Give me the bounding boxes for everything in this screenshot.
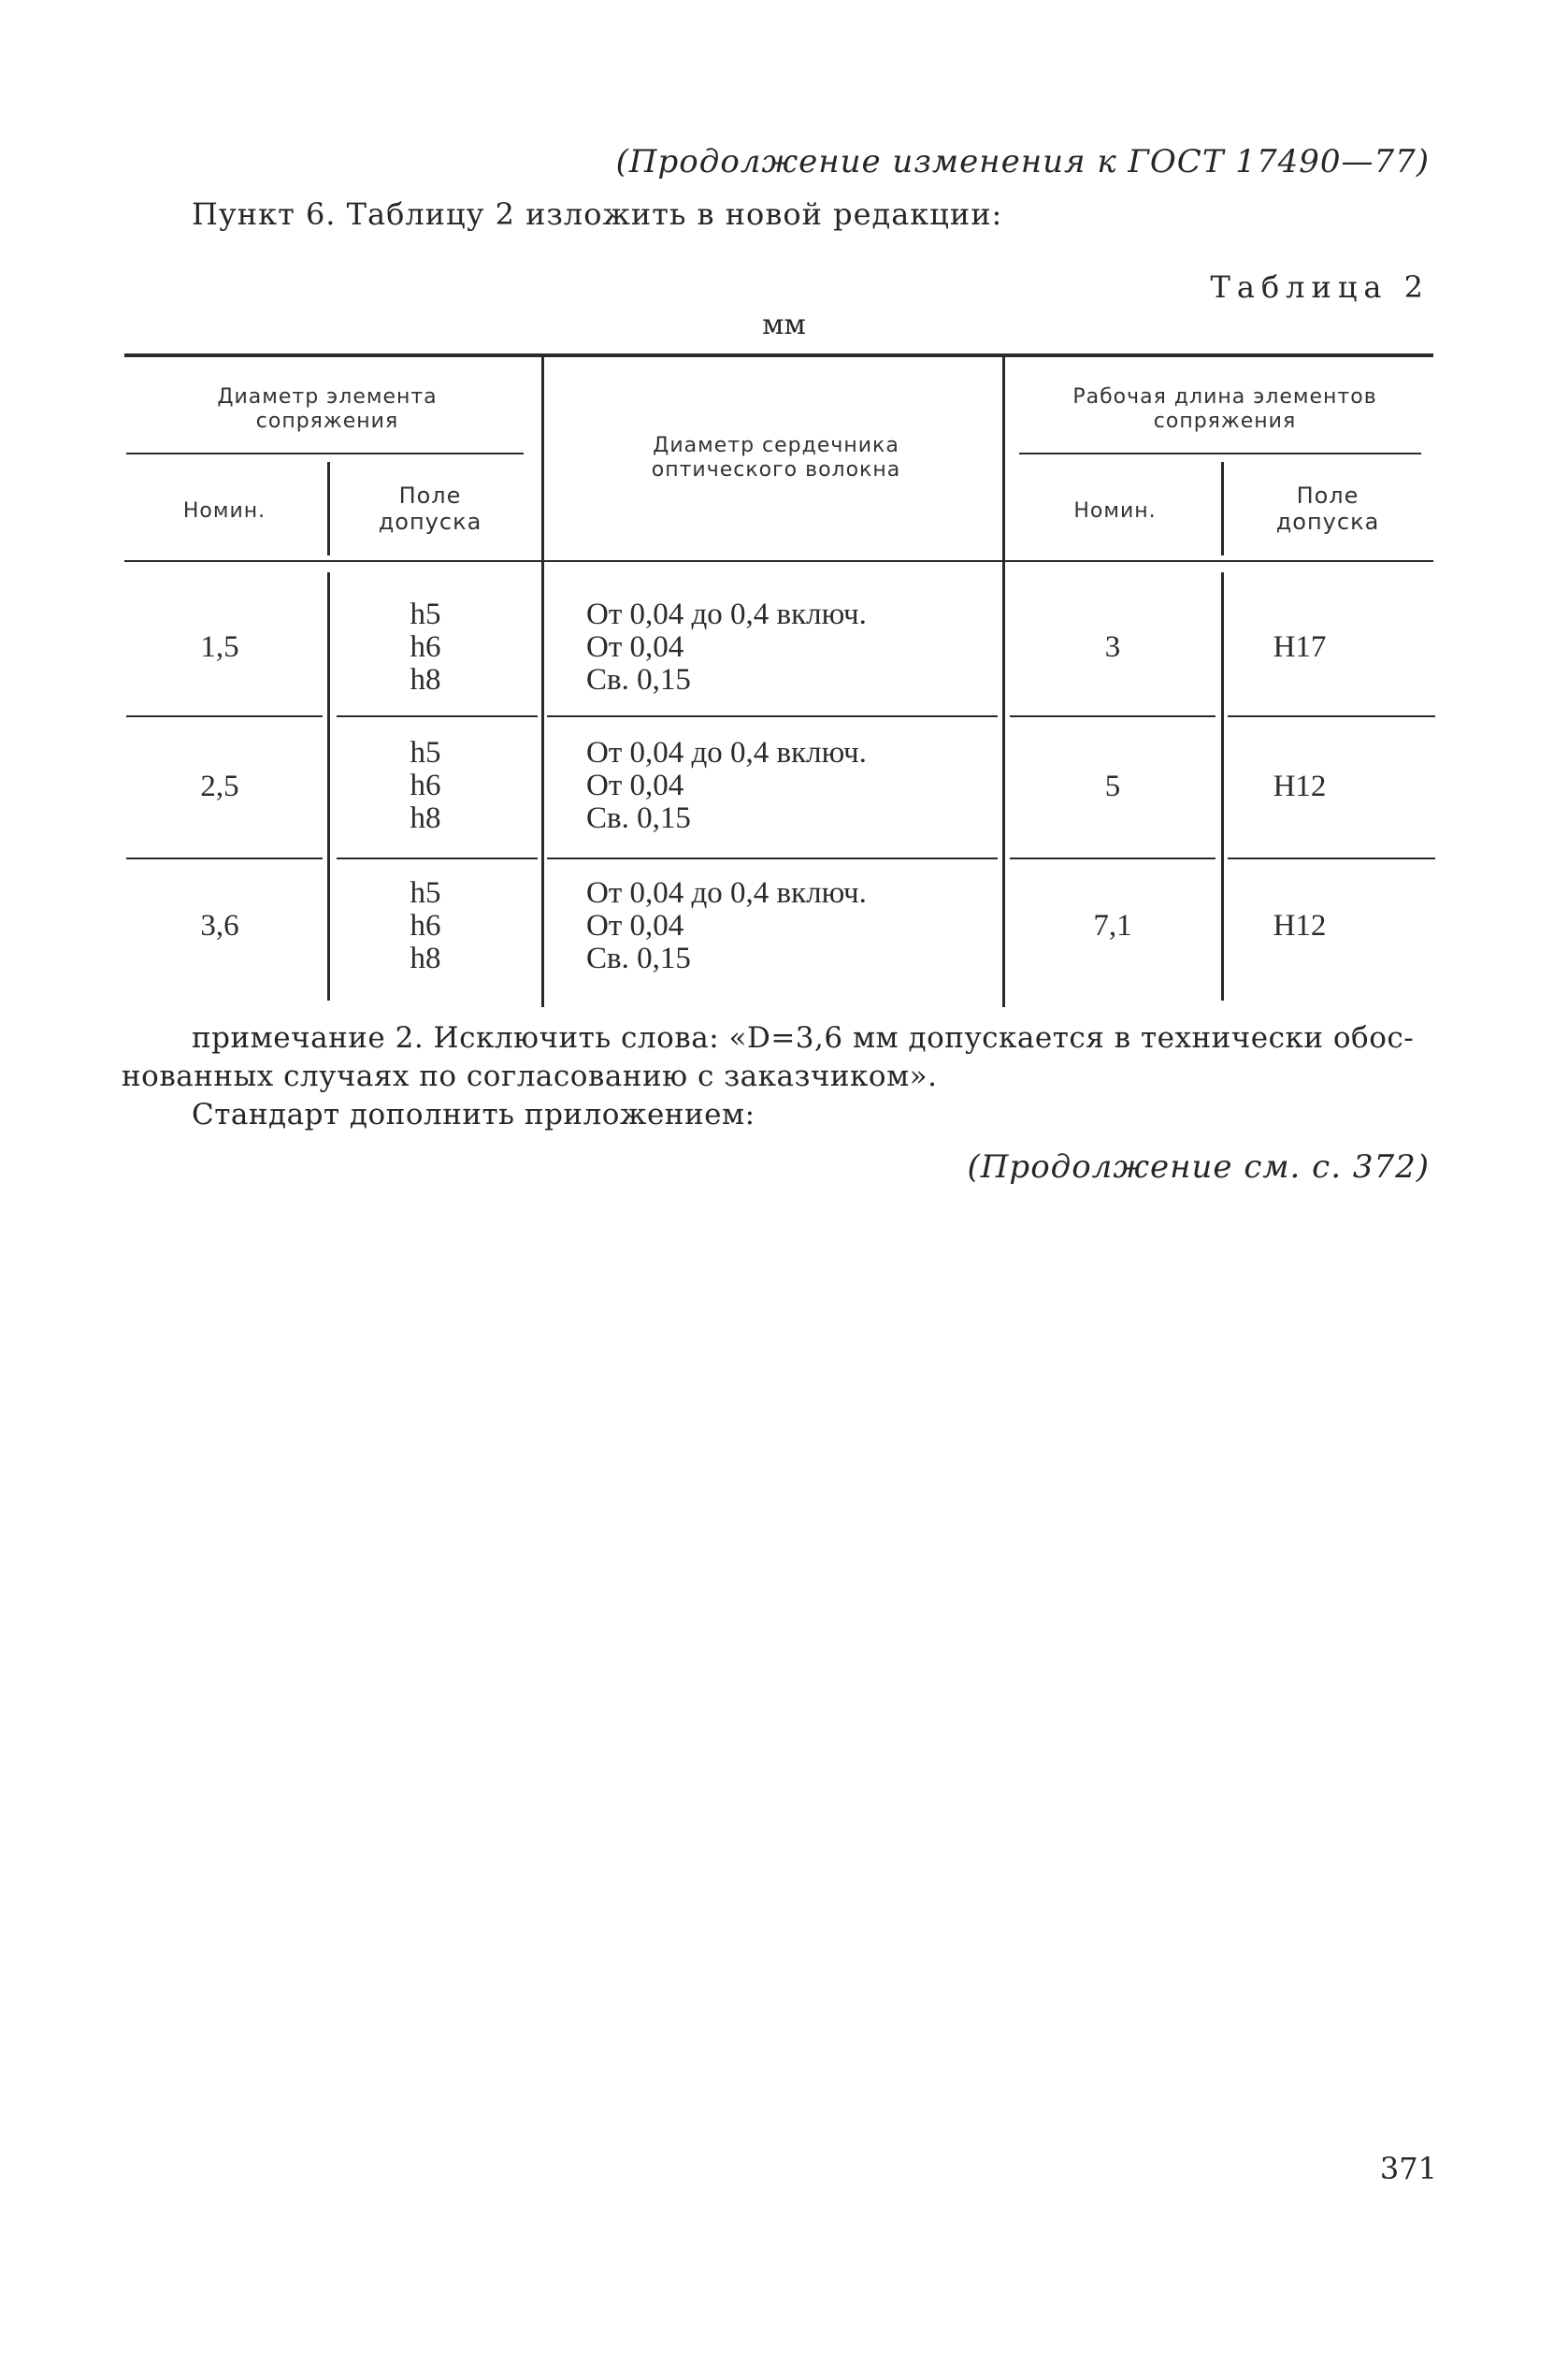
row-1-nominal: 1,5 <box>200 630 239 664</box>
table-title: Таблица 2 <box>1210 269 1430 305</box>
row-3-core-1: От 0,04 до 0,4 включ. <box>586 876 867 910</box>
table-units: мм <box>762 309 806 341</box>
continued-footer: (Продолжение см. с. 372) <box>967 1148 1430 1186</box>
col-divider-1 <box>327 462 330 555</box>
note-line-2: нованных случаях по согласованию с заказчиком». <box>122 1059 938 1093</box>
header-group1: Диаметр элемента сопряжения <box>217 385 438 433</box>
row-sep-2a <box>126 858 323 859</box>
row-3-tolerances <box>355 877 496 975</box>
page-number: 371 <box>1379 2151 1437 2186</box>
row-3-core <box>586 877 988 975</box>
row-2-length-nominal: 5 <box>1104 770 1121 803</box>
row-sep-2e <box>1228 858 1435 859</box>
continuation-header: (Продолжение изменения к ГОСТ 17490—77) <box>615 143 1430 180</box>
row-3-tolerance-1: h5 <box>410 876 441 910</box>
row-3-length-tolerance: H12 <box>1273 909 1327 943</box>
row-3-tolerance-3: h8 <box>410 942 441 975</box>
row-sep-2b <box>337 858 538 859</box>
row-2-tolerance-3: h8 <box>410 801 441 835</box>
row-1-length-tolerance: H17 <box>1273 630 1327 664</box>
group2-divider <box>1019 453 1421 454</box>
row-2-length-tolerance: H12 <box>1273 770 1327 803</box>
row-1-tolerance-2: h6 <box>410 630 441 664</box>
supplement-line: Стандарт дополнить приложением: <box>192 1098 755 1132</box>
row-2-core-2: От 0,04 <box>586 769 684 802</box>
row-sep-1b <box>337 715 538 717</box>
row-1-tolerance-3: h8 <box>410 663 441 697</box>
row-sep-1a <box>126 715 323 717</box>
row-2-tolerance-1: h5 <box>410 736 441 770</box>
row-3-tolerance-2: h6 <box>410 909 441 943</box>
row-sep-2c <box>547 858 998 859</box>
col-divider-1-body <box>327 572 330 1001</box>
row-1-core-3: Св. 0,15 <box>586 663 691 697</box>
row-sep-1e <box>1228 715 1435 717</box>
row-2-core-1: От 0,04 до 0,4 включ. <box>586 736 867 770</box>
col-divider-4-body <box>1221 572 1224 1001</box>
table-header-bottom-rule <box>124 560 1433 562</box>
row-2-tolerances <box>355 737 496 835</box>
row-1-tolerance-1: h5 <box>410 598 441 631</box>
row-1-core <box>586 598 988 697</box>
row-2-core-3: Св. 0,15 <box>586 801 691 835</box>
row-3-core-2: От 0,04 <box>586 909 684 943</box>
row-sep-1d <box>1010 715 1216 717</box>
row-2-tolerance-2: h6 <box>410 769 441 802</box>
row-3-length-nominal: 7,1 <box>1093 909 1132 943</box>
group1-divider <box>126 453 524 454</box>
row-2-nominal: 2,5 <box>200 770 239 803</box>
row-1-length-nominal: 3 <box>1104 630 1121 664</box>
row-1-core-1: От 0,04 до 0,4 включ. <box>586 598 867 631</box>
header-core-diameter: Диаметр сердечника оптического волокна <box>651 434 901 482</box>
table-top-rule <box>124 353 1433 357</box>
header-nominal-2: Номин. <box>1073 499 1157 523</box>
col-divider-3 <box>1002 357 1005 1007</box>
col-divider-4 <box>1221 462 1224 555</box>
row-1-core-2: От 0,04 <box>586 630 684 664</box>
row-sep-1c <box>547 715 998 717</box>
header-group2: Рабочая длина элементов сопряжения <box>1072 385 1377 433</box>
intro-paragraph: Пункт 6. Таблицу 2 изложить в новой редакции: <box>192 196 1003 232</box>
row-1-tolerances <box>355 598 496 697</box>
col-divider-2 <box>541 357 544 1007</box>
row-sep-2d <box>1010 858 1216 859</box>
note-line-1: примечание 2. Исключить слова: «D=3,6 мм допускается в технически обос- <box>192 1021 1415 1055</box>
header-tolerance-2: Поле допуска <box>1275 483 1380 535</box>
header-tolerance-1: Поле допуска <box>378 483 482 535</box>
row-3-core-3: Св. 0,15 <box>586 942 691 975</box>
row-2-core <box>586 737 988 835</box>
row-3-nominal: 3,6 <box>200 909 239 943</box>
header-nominal-1: Номин. <box>182 499 266 523</box>
